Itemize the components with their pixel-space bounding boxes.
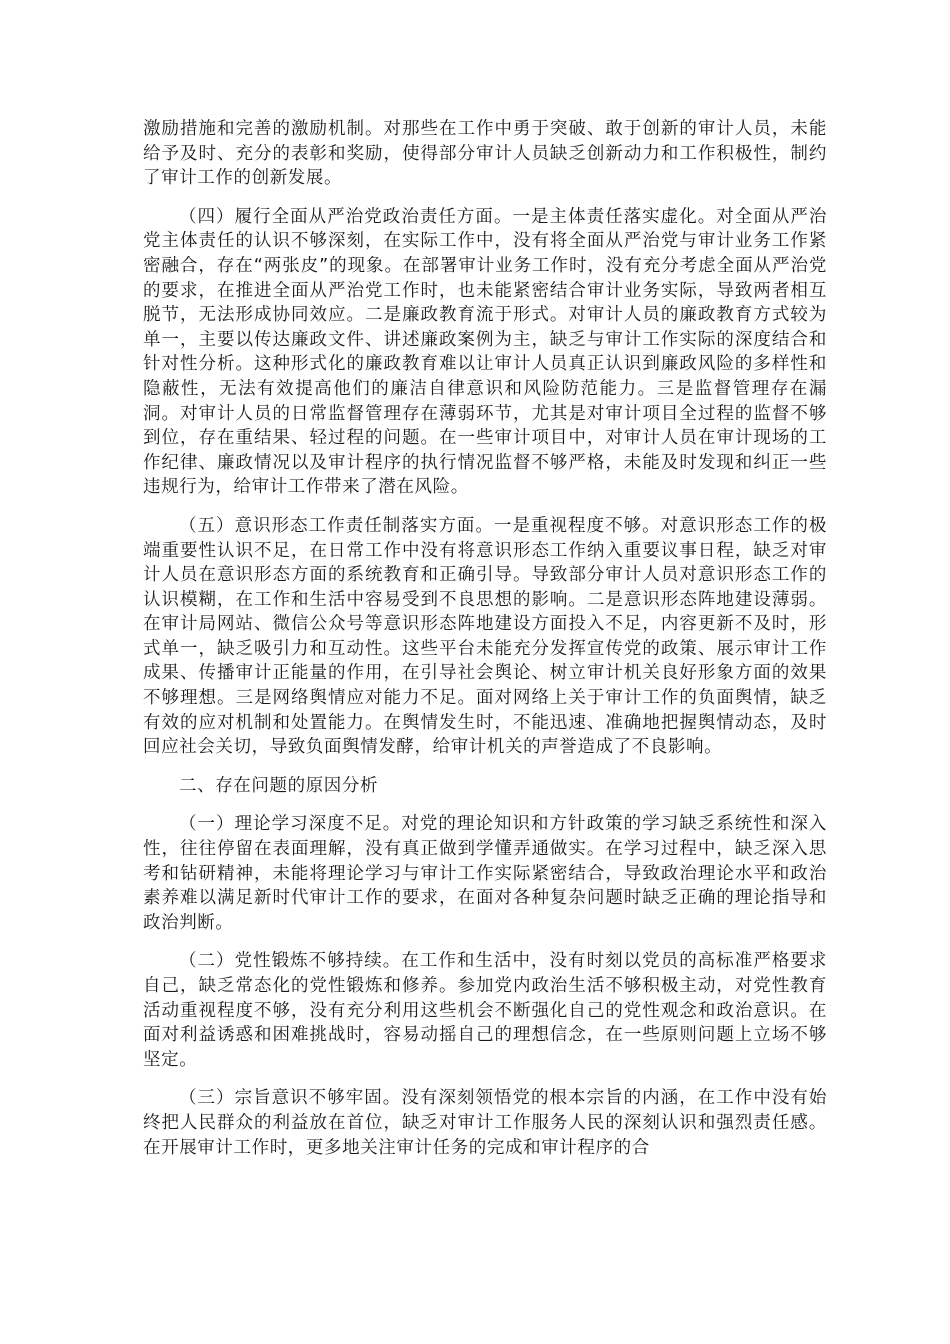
paragraph-party-governance: （四）履行全面从严治党政治责任方面。一是主体责任落实虚化。对全面从严治党主体责任的认识不够深刻，在实际工作中，没有将全面从严治党与审计业务工作紧密融合，存在“两张皮”的现象。在部署审计业务工作时，没有充分考虑全面从严治党的要求，在推进全面从严治党工作时，也未能紧密结合审计业务实际，导致两者相互脱节，无法形成协同效应。二是廉政教育流于形式。对审计人员的廉政教育方式较为单一，主要以传达廉政文件、讲述廉政案例为主，缺乏与审计工作实际的深度结合和针对性分析。这种形式化的廉政教育难以让审计人员真正认识到廉政风险的多样性和隐蔽性，无法有效提高他们的廉洁自律意识和风险防范能力。三是监督管理存在漏洞。对审计人员的日常监督管理存在薄弱环节，尤其是对审计项目全过程的监督不够到位，存在重结果、轻过程的问题。在一些审计项目中，对审计人员在审计现场的工作纪律、廉政情况以及审计程序的执行情况监督不够严格，未能及时发现和纠正一些违规行为，给审计工作带来了潜在风险。 (143, 206, 827, 498)
paragraph-incentive-continuation: 激励措施和完善的激励机制。对那些在工作中勇于突破、敢于创新的审计人员，未能给予及时、充分的表彰和奖励，使得部分审计人员缺乏创新动力和工作积极性，制约了审计工作的创新发展。 (143, 119, 827, 189)
paragraph-purpose-awareness: （三）宗旨意识不够牢固。没有深刻领悟党的根本宗旨的内涵，在工作中没有始终把人民群众的利益放在首位，缺乏对审计工作服务人民的深刻认识和强烈责任感。在开展审计工作时，更多地关注审计任务的完成和审计程序的合 (143, 1088, 827, 1158)
section-heading-cause-analysis: 二、存在问题的原因分析 (179, 775, 379, 796)
paragraph-party-spirit: （二）党性锻炼不够持续。在工作和生活中，没有时刻以党员的高标准严格要求自己，缺乏常态化的党性锻炼和修养。参加党内政治生活不够积极主动，对党性教育活动重视程度不够，没有充分利用这些机会不断强化自己的党性观念和政治意识。在面对利益诱惑和困难挑战时，容易动摇自己的理想信念，在一些原则问题上立场不够坚定。 (143, 951, 827, 1070)
paragraph-theory-study: （一）理论学习深度不足。对党的理论知识和方针政策的学习缺乏系统性和深入性，往往停留在表面理解，没有真正做到学懂弄通做实。在学习过程中，缺乏深入思考和钻研精神，未能将理论学习与审计工作实际紧密结合，导致政治理论水平和政治素养难以满足新时代审计工作的要求，在面对各种复杂问题时缺乏正确的理论指导和政治判断。 (143, 814, 827, 933)
document-page (143, 117, 827, 1174)
paragraph-ideology-work: （五）意识形态工作责任制落实方面。一是重视程度不够。对意识形态工作的极端重要性认识不足，在日常工作中没有将意识形态工作纳入重要议事日程，缺乏对审计人员在意识形态方面的系统教育和正确引导。导致部分审计人员对意识形态工作的认识模糊，在工作和生活中容易受到不良思想的影响。二是意识形态阵地建设薄弱。在审计局网站、微信公众号等意识形态阵地建设方面投入不足，内容更新不及时，形式单一，缺乏吸引力和互动性。这些平台未能充分发挥宣传党的政策、展示审计工作成果、传播审计正能量的作用，在引导社会舆论、树立审计机关良好形象方面的效果不够理想。三是网络舆情应对能力不足。面对网络上关于审计工作的负面舆情，缺乏有效的应对机制和处置能力。在舆情发生时，不能迅速、准确地把握舆情动态，及时回应社会关切，导致负面舆情发酵，给审计机关的声誉造成了不良影响。 (143, 515, 827, 758)
